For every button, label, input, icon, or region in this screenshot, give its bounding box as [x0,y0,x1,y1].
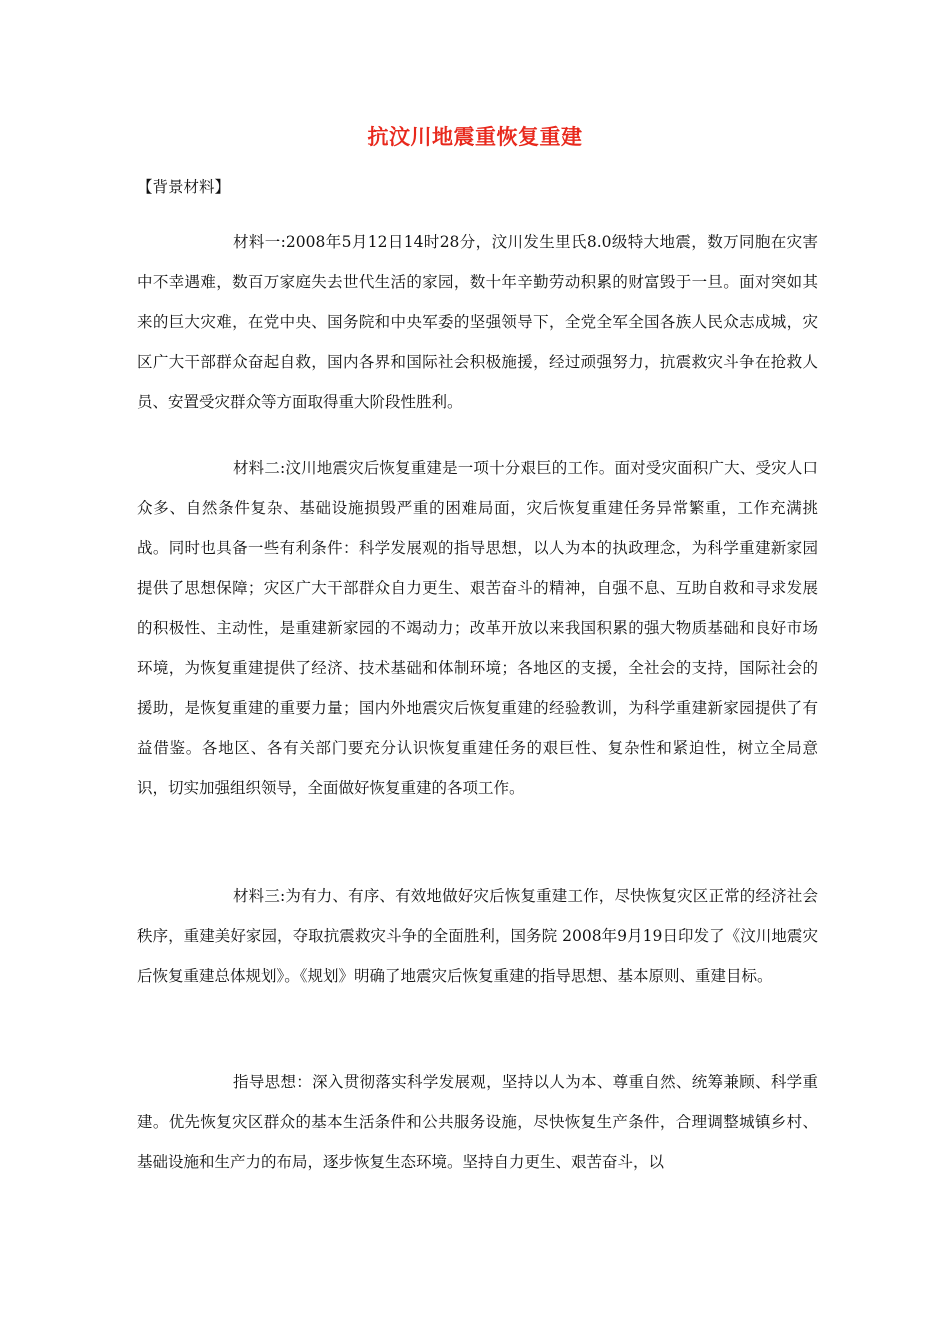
paragraph-guiding-ideology: 指导思想：深入贯彻落实科学发展观，坚持以人为本、尊重自然、统筹兼顾、科学重建。优先恢复灾区群众的基本生活条件和公共服务设施，尽快恢复生产条件，合理调整城镇乡村、基础设施和生产力的布局，逐步恢复生态环境。坚持自力更生、艰苦奋斗，以 [137,1073,818,1171]
paragraph-material-2: 材料二:汶川地震灾后恢复重建是一项十分艰巨的工作。面对受灾面积广大、受灾人口众多、自然条件复杂、基础设施损毁严重的困难局面，灾后恢复重建任务异常繁重，工作充满挑战。同时也具备一些有利条件：科学发展观的指导思想，以人为本的执政理念，为科学重建新家园提供了思想保障；灾区广大干部群众自力更生、艰苦奋斗的精神，自强不息、互助自救和寻求发展的积极性、主动性，是重建新家园的不竭动力；改革开放以来我国积累的强大物质基础和良好市场环境，为恢复重建提供了经济、技术基础和体制环境；各地区的支援，全社会的支持，国际社会的援助，是恢复重建的重要力量；国内外地震灾后恢复重建的经验教训，为科学重建新家园提供了有益借鉴。各地区、各有关部门要充分认识恢复重建任务的艰巨性、复杂性和紧迫性，树立全局意识，切实加强组织领导，全面做好恢复重建的各项工作。 [137,459,818,797]
document-title: 抗汶川地震重恢复重建 [367,125,583,149]
paragraph-material-1: 材料一:2008年5月12日14时28分，汶川发生里氏8.0级特大地震，数万同胞在灾害中不幸遇难，数百万家庭失去世代生活的家园，数十年辛勤劳动积累的财富毁于一旦。面对突如其来的巨大灾难，在党中央、国务院和中央军委的坚强领导下，全党全军全国各族人民众志成城，灾区广大干部群众奋起自救，国内各界和国际社会积极施援，经过顽强努力，抗震救灾斗争在抢救人员、安置受灾群众等方面取得重大阶段性胜利。 [137,233,818,411]
section-label: 【背景材料】 [137,178,231,196]
paragraph-material-3: 材料三:为有力、有序、有效地做好灾后恢复重建工作，尽快恢复灾区正常的经济社会秩序，重建美好家园，夺取抗震救灾斗争的全面胜利，国务院 2008年9月19日印发了《汶川地震灾后恢复重建总体规划》。《规划》明确了地震灾后恢复重建的指导思想、基本原则、重建目标。 [137,887,818,985]
